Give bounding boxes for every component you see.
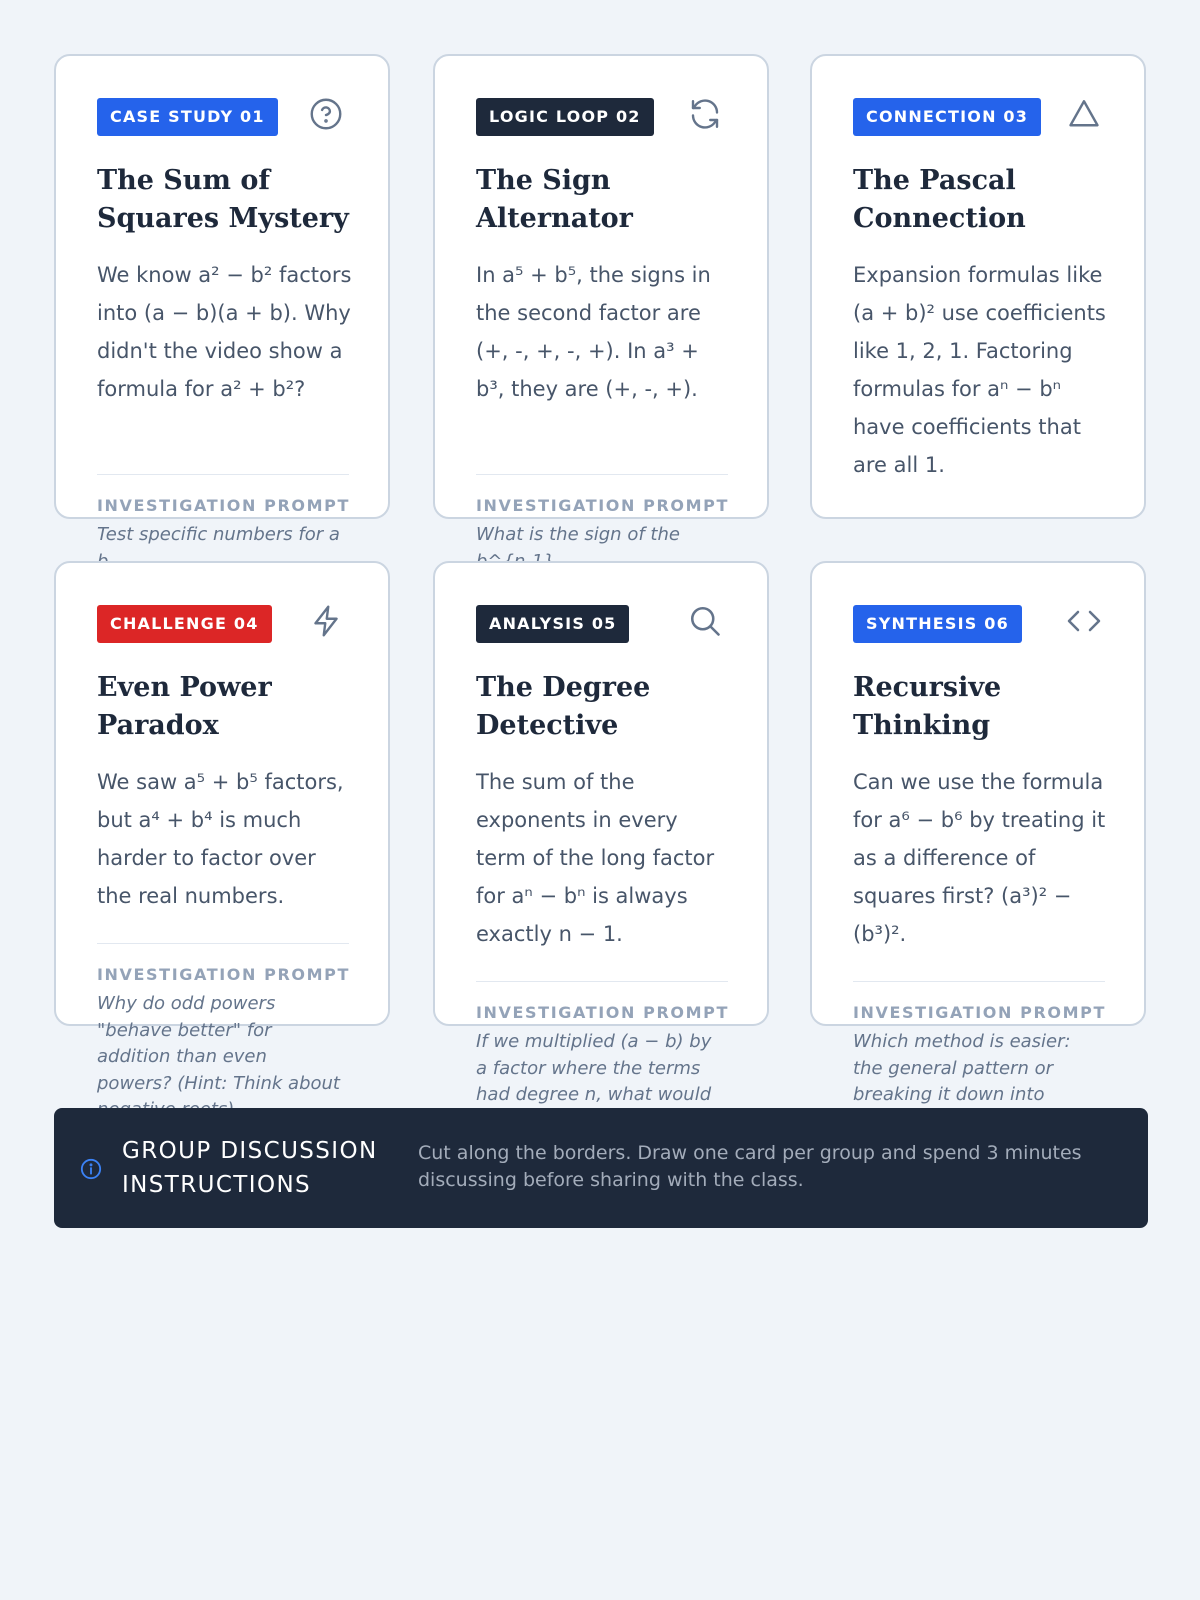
card-badge: CONNECTION 03 [853,98,1041,136]
card-body: We saw a⁵ + b⁵ factors, but a⁴ + b⁴ is much harder to factor over the real numbers. [97,770,344,908]
prompt-text: If we multiplied (a − b) by a factor where the terms had degree n, what would [476,1031,712,1105]
card-title: The Degree Detective [476,672,651,741]
footer-text: Cut along the borders. Draw one card per group and spend 3 minutes discussing before sharing with the class. [418,1142,1082,1191]
card-challenge-04 [54,561,390,1094]
card-body: In a⁵ + b⁵, the signs in the second factor are (+, -, +, -, +). In a³ + b³, they are (+, -, +). [476,263,711,401]
question-circle-icon [308,96,344,132]
card-title: The Sum of Squares Mystery [97,165,349,234]
card-title: The Pascal Connection [853,165,1026,234]
prompt-text: Test specific numbers for a [97,524,340,545]
card-badge: CASE STUDY 01 [97,98,278,136]
prompt-text: What is the sign of the [476,524,680,545]
card-body: The sum of the exponents in every term of the long factor for aⁿ − bⁿ is always exactly n − 1. [476,770,715,946]
card-case-study-01 [54,54,390,545]
info-icon [80,1158,102,1180]
card-analysis-05 [433,561,769,1105]
card-synthesis-06 [810,561,1146,1105]
card-body: We know a² − b² factors into (a − b)(a + b). Why didn't the video show a formula for a² + b²? [97,263,352,401]
card-body: Expansion formulas like (a + b)² use coefficients like 1, 2, 1. Factoring formulas for aⁿ − bⁿ have coefficients that are all 1. [853,263,1106,477]
code-icon [1066,603,1102,639]
divider [853,981,1105,982]
prompt-label: INVESTIGATION PROMPT [476,1003,729,1022]
prompt-text: Which method is easier: the general pattern or breaking it down into [853,1031,1071,1105]
divider [97,474,349,475]
divider [97,943,349,944]
card-badge: CHALLENGE 04 [97,605,272,643]
card-badge: SYNTHESIS 06 [853,605,1022,643]
prompt-text: Why do odd powers "behave better" for addition than even powers? (Hint: Think about [97,993,340,1094]
card-body: Can we use the formula for a⁶ − b⁶ by treating it as a difference of squares first? (a³)² − (b³)². [853,770,1106,946]
prompt-label: INVESTIGATION PROMPT [476,496,729,515]
card-badge: ANALYSIS 05 [476,605,629,643]
prompt-label: INVESTIGATION PROMPT [853,1003,1106,1022]
card-title: Recursive Thinking [853,672,1002,741]
prompt-label: INVESTIGATION PROMPT [97,965,350,984]
card-logic-loop-02 [433,54,769,545]
card-badge: LOGIC LOOP 02 [476,98,654,136]
card-title: Even Power Paradox [97,672,272,741]
card-title: The Sign Alternator [476,165,633,234]
divider [476,981,728,982]
prompt-label: INVESTIGATION PROMPT [97,496,350,515]
group-discussion-banner [54,1108,1148,1228]
card-connection-03 [810,54,1146,519]
search-icon [687,603,723,639]
triangle-icon [1066,96,1102,132]
divider [476,474,728,475]
refresh-icon [687,96,723,132]
lightning-icon [308,603,344,639]
footer-title: GROUP DISCUSSION INSTRUCTIONS [122,1138,378,1198]
